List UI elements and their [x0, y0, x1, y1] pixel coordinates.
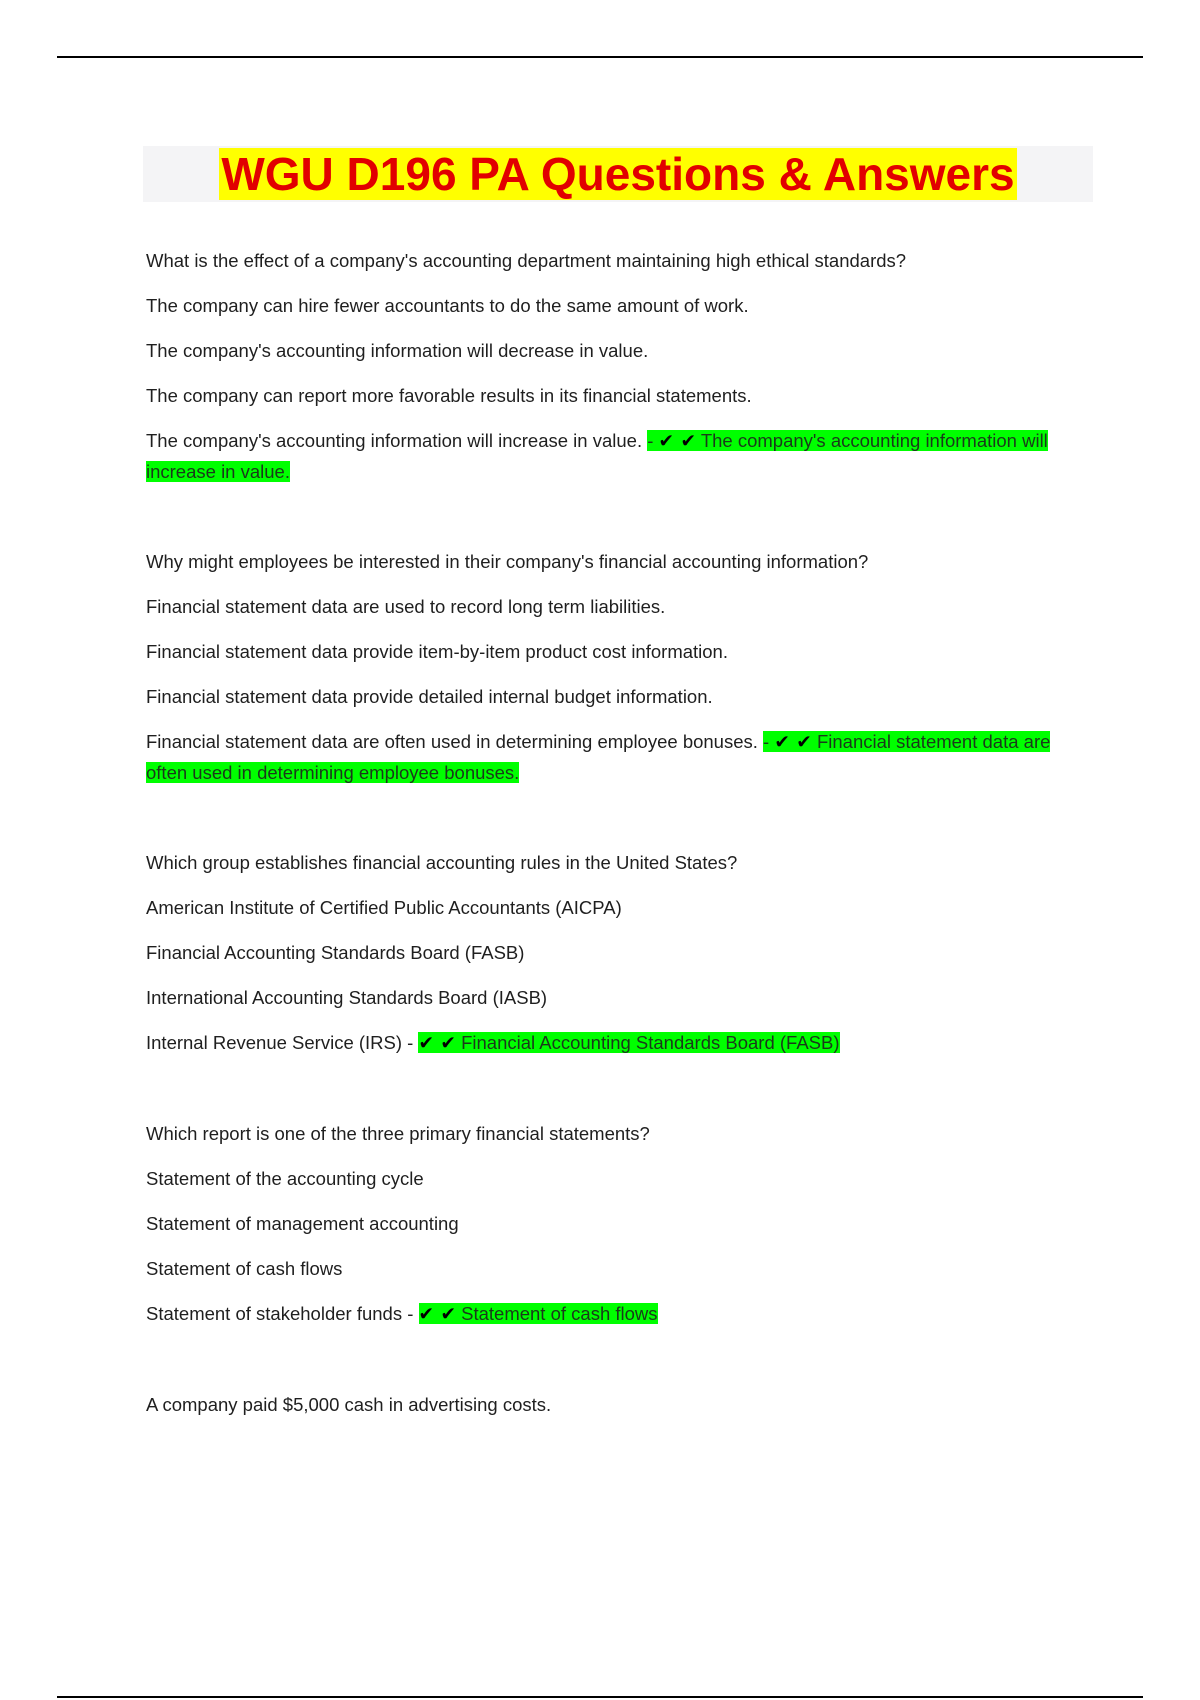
document-title-text: WGU D196 PA Questions & Answers: [221, 148, 1015, 200]
answer-text: Financial statement data are often used in determining employee bonuses.: [146, 731, 1051, 783]
option-with-answer: Statement of stakeholder funds - ✔ ✔ Statement of cash flows: [146, 1303, 658, 1325]
option-text: The company's accounting information will increase in value.: [146, 430, 643, 451]
option-text: International Accounting Standards Board (IASB): [146, 987, 548, 1008]
question-text: Why might employees be interested in their company's financial accounting information?: [146, 551, 869, 572]
answer-text: The company's accounting information will increase in value.: [146, 430, 1048, 482]
checkmark-icon: ✔ ✔: [418, 1304, 456, 1325]
question-block-1: [146, 246, 1086, 487]
option-text: Financial Accounting Standards Board (FASB): [146, 942, 525, 963]
top-rule: [57, 56, 1143, 58]
question-block-4: [146, 1119, 1086, 1330]
option-text: Internal Revenue Service (IRS): [146, 1032, 403, 1053]
answer-highlight: [419, 1303, 658, 1324]
option-text: Statement of the accounting cycle: [146, 1168, 424, 1189]
bottom-rule: [57, 1696, 1143, 1698]
document-title: [143, 146, 1093, 214]
option-text: Financial statement data provide item-by-item product cost information.: [146, 641, 728, 662]
question-text: Which group establishes financial accounting rules in the United States?: [146, 852, 738, 873]
option-text: The company's accounting information will decrease in value.: [146, 340, 649, 361]
option-text: Statement of cash flows: [146, 1258, 343, 1279]
question-block-2: [146, 547, 1086, 788]
option-text: Statement of management accounting: [146, 1213, 459, 1234]
question-block-3: [146, 848, 1086, 1059]
option-text: Statement of stakeholder funds: [146, 1303, 403, 1324]
checkmark-icon: ✔ ✔: [774, 732, 812, 753]
answer-highlight: - ✔ ✔ The company's accounting information will increase in value.: [146, 430, 1048, 482]
answer-highlight: [418, 1032, 839, 1053]
question-text: A company paid $5,000 cash in advertising costs.: [146, 1394, 552, 1415]
option-with-answer: [146, 727, 1086, 788]
option-text: The company can hire fewer accountants to do the same amount of work.: [146, 295, 749, 316]
option-with-answer: Internal Revenue Service (IRS) - ✔ ✔ Financial Accounting Standards Board (FASB): [146, 1032, 840, 1054]
answer-text: Statement of cash flows: [461, 1303, 658, 1324]
option-text: The company can report more favorable results in its financial statements.: [146, 385, 752, 406]
title-band: [143, 146, 1093, 202]
checkmark-icon: ✔ ✔: [658, 431, 696, 452]
question-text: What is the effect of a company's accounting department maintaining high ethical standards?: [146, 250, 907, 271]
option-text: Financial statement data are often used in determining employee bonuses.: [146, 731, 758, 752]
option-text: Financial statement data are used to record long term liabilities.: [146, 596, 666, 617]
option-text: Financial statement data provide detailed internal budget information.: [146, 686, 713, 707]
option-with-answer: [146, 426, 1086, 487]
answer-text: Financial Accounting Standards Board (FASB): [461, 1032, 840, 1053]
question-text: Which report is one of the three primary financial statements?: [146, 1123, 650, 1144]
answer-highlight: - ✔ ✔ Financial statement data are often used in determining employee bonuses.: [146, 731, 1051, 783]
option-text: American Institute of Certified Public Accountants (AICPA): [146, 897, 622, 918]
qa-content: [146, 246, 1086, 1435]
checkmark-icon: ✔ ✔: [418, 1033, 456, 1054]
